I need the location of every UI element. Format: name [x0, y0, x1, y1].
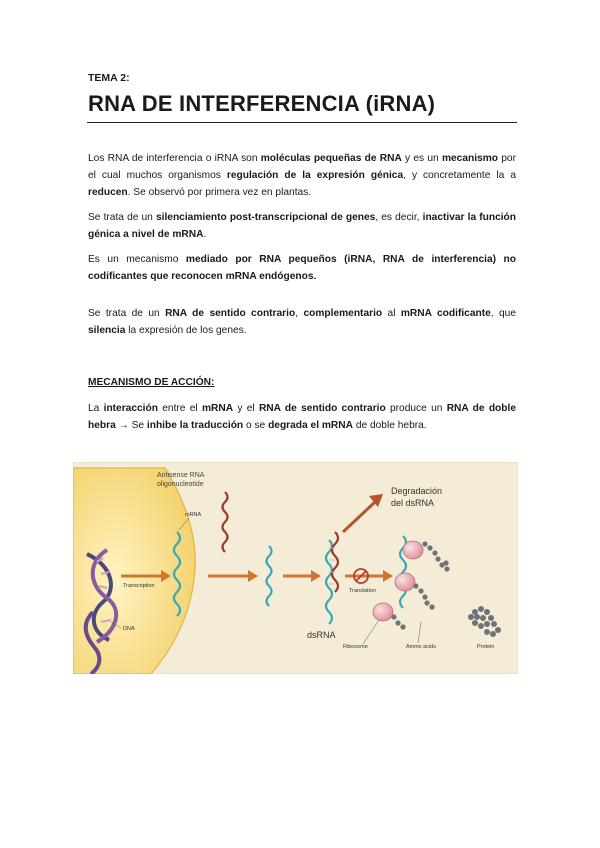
text: o se — [243, 420, 269, 431]
dsrna-label: dsRNA — [307, 630, 336, 640]
protein-label: Protein — [477, 644, 495, 650]
bold-text: RNA de doble hebra — [88, 403, 516, 431]
paragraph-antisense — [88, 305, 516, 339]
bold-text: regulación de la expresión génica — [226, 170, 404, 181]
translation-label: Translation — [349, 588, 377, 594]
ribosome — [373, 603, 393, 621]
text: y es un — [401, 153, 442, 164]
text: , — [295, 308, 304, 319]
oligonucleotide-label: oligonucleotide — [157, 481, 204, 488]
paragraph-definition — [88, 150, 516, 201]
del-dsrna-label: del dsRNA — [391, 498, 435, 508]
text: entre el — [157, 403, 202, 414]
bold-text: mRNA — [201, 403, 234, 414]
bold-text: moléculas pequeñas de RNA — [260, 153, 402, 164]
text: Se trata de un — [88, 308, 166, 319]
ribosome — [395, 573, 415, 591]
bold-text: degrada el mRNA — [268, 420, 353, 431]
dna-label: DNA — [123, 626, 135, 632]
paragraph-action — [88, 400, 516, 434]
text: y el — [233, 403, 259, 414]
bold-text: mRNA codificante — [400, 308, 491, 319]
bold-text: silenciamiento post-transcripcional de genes — [155, 212, 376, 223]
bold-text: RNA de sentido contrario — [165, 308, 296, 319]
paragraph-silencing — [88, 209, 516, 243]
bold-text: inactivar la función génica a nivel de mRNA — [88, 212, 517, 240]
antisense-label: Antisense RNA — [157, 472, 205, 479]
text: . Se observó por primera vez en plantas. — [127, 187, 312, 198]
text: al — [382, 308, 401, 319]
text: . — [203, 229, 207, 240]
page-title: RNA DE INTERFERENCIA (iRNA) — [88, 91, 436, 116]
ribosome-label: Ribosome — [343, 644, 368, 650]
amino-acids-label: Amino acids — [406, 644, 436, 650]
degradacion-label: Degradación — [391, 486, 443, 496]
bold-text: mediado por RNA pequeños (iRNA, RNA de interferencia) no codificantes que reconocen mRNA endógenos. — [88, 254, 516, 282]
section-heading: MECANISMO DE ACCIÓN: — [88, 377, 215, 388]
bold-text: interacción — [103, 403, 158, 414]
text: , y concretamente la a — [403, 170, 516, 181]
ribosome — [403, 541, 423, 559]
bold-text: reducen — [88, 187, 128, 198]
text: Los RNA de interferencia o iRNA son — [88, 153, 261, 164]
bold-text: silencia — [88, 325, 126, 336]
text: de doble hebra. — [352, 420, 427, 431]
mrna-label: mRNA — [185, 512, 202, 518]
paragraph-mechanism — [88, 251, 516, 285]
title-underline — [87, 122, 517, 123]
topic-label: TEMA 2: — [88, 72, 130, 84]
bold-text: inhibe la traducción — [146, 420, 244, 431]
rna-interference-diagram — [73, 462, 518, 674]
bold-text: RNA de sentido contrario — [258, 403, 386, 414]
text: produce un — [385, 403, 447, 414]
text: Es un mecanismo — [88, 254, 186, 265]
text: Se — [131, 420, 147, 431]
text: , es decir, — [375, 212, 423, 223]
text: la expresión de los genes. — [125, 325, 247, 336]
text: La — [88, 403, 104, 414]
text: Se trata de un — [88, 212, 156, 223]
arrow-symbol: → — [115, 420, 132, 431]
transcription-label: Transcription — [123, 583, 155, 589]
bold-text: mecanismo — [441, 153, 499, 164]
text: , que — [490, 308, 516, 319]
bold-text: complementario — [303, 308, 383, 319]
text: por el cual muchos organismos — [88, 153, 516, 181]
